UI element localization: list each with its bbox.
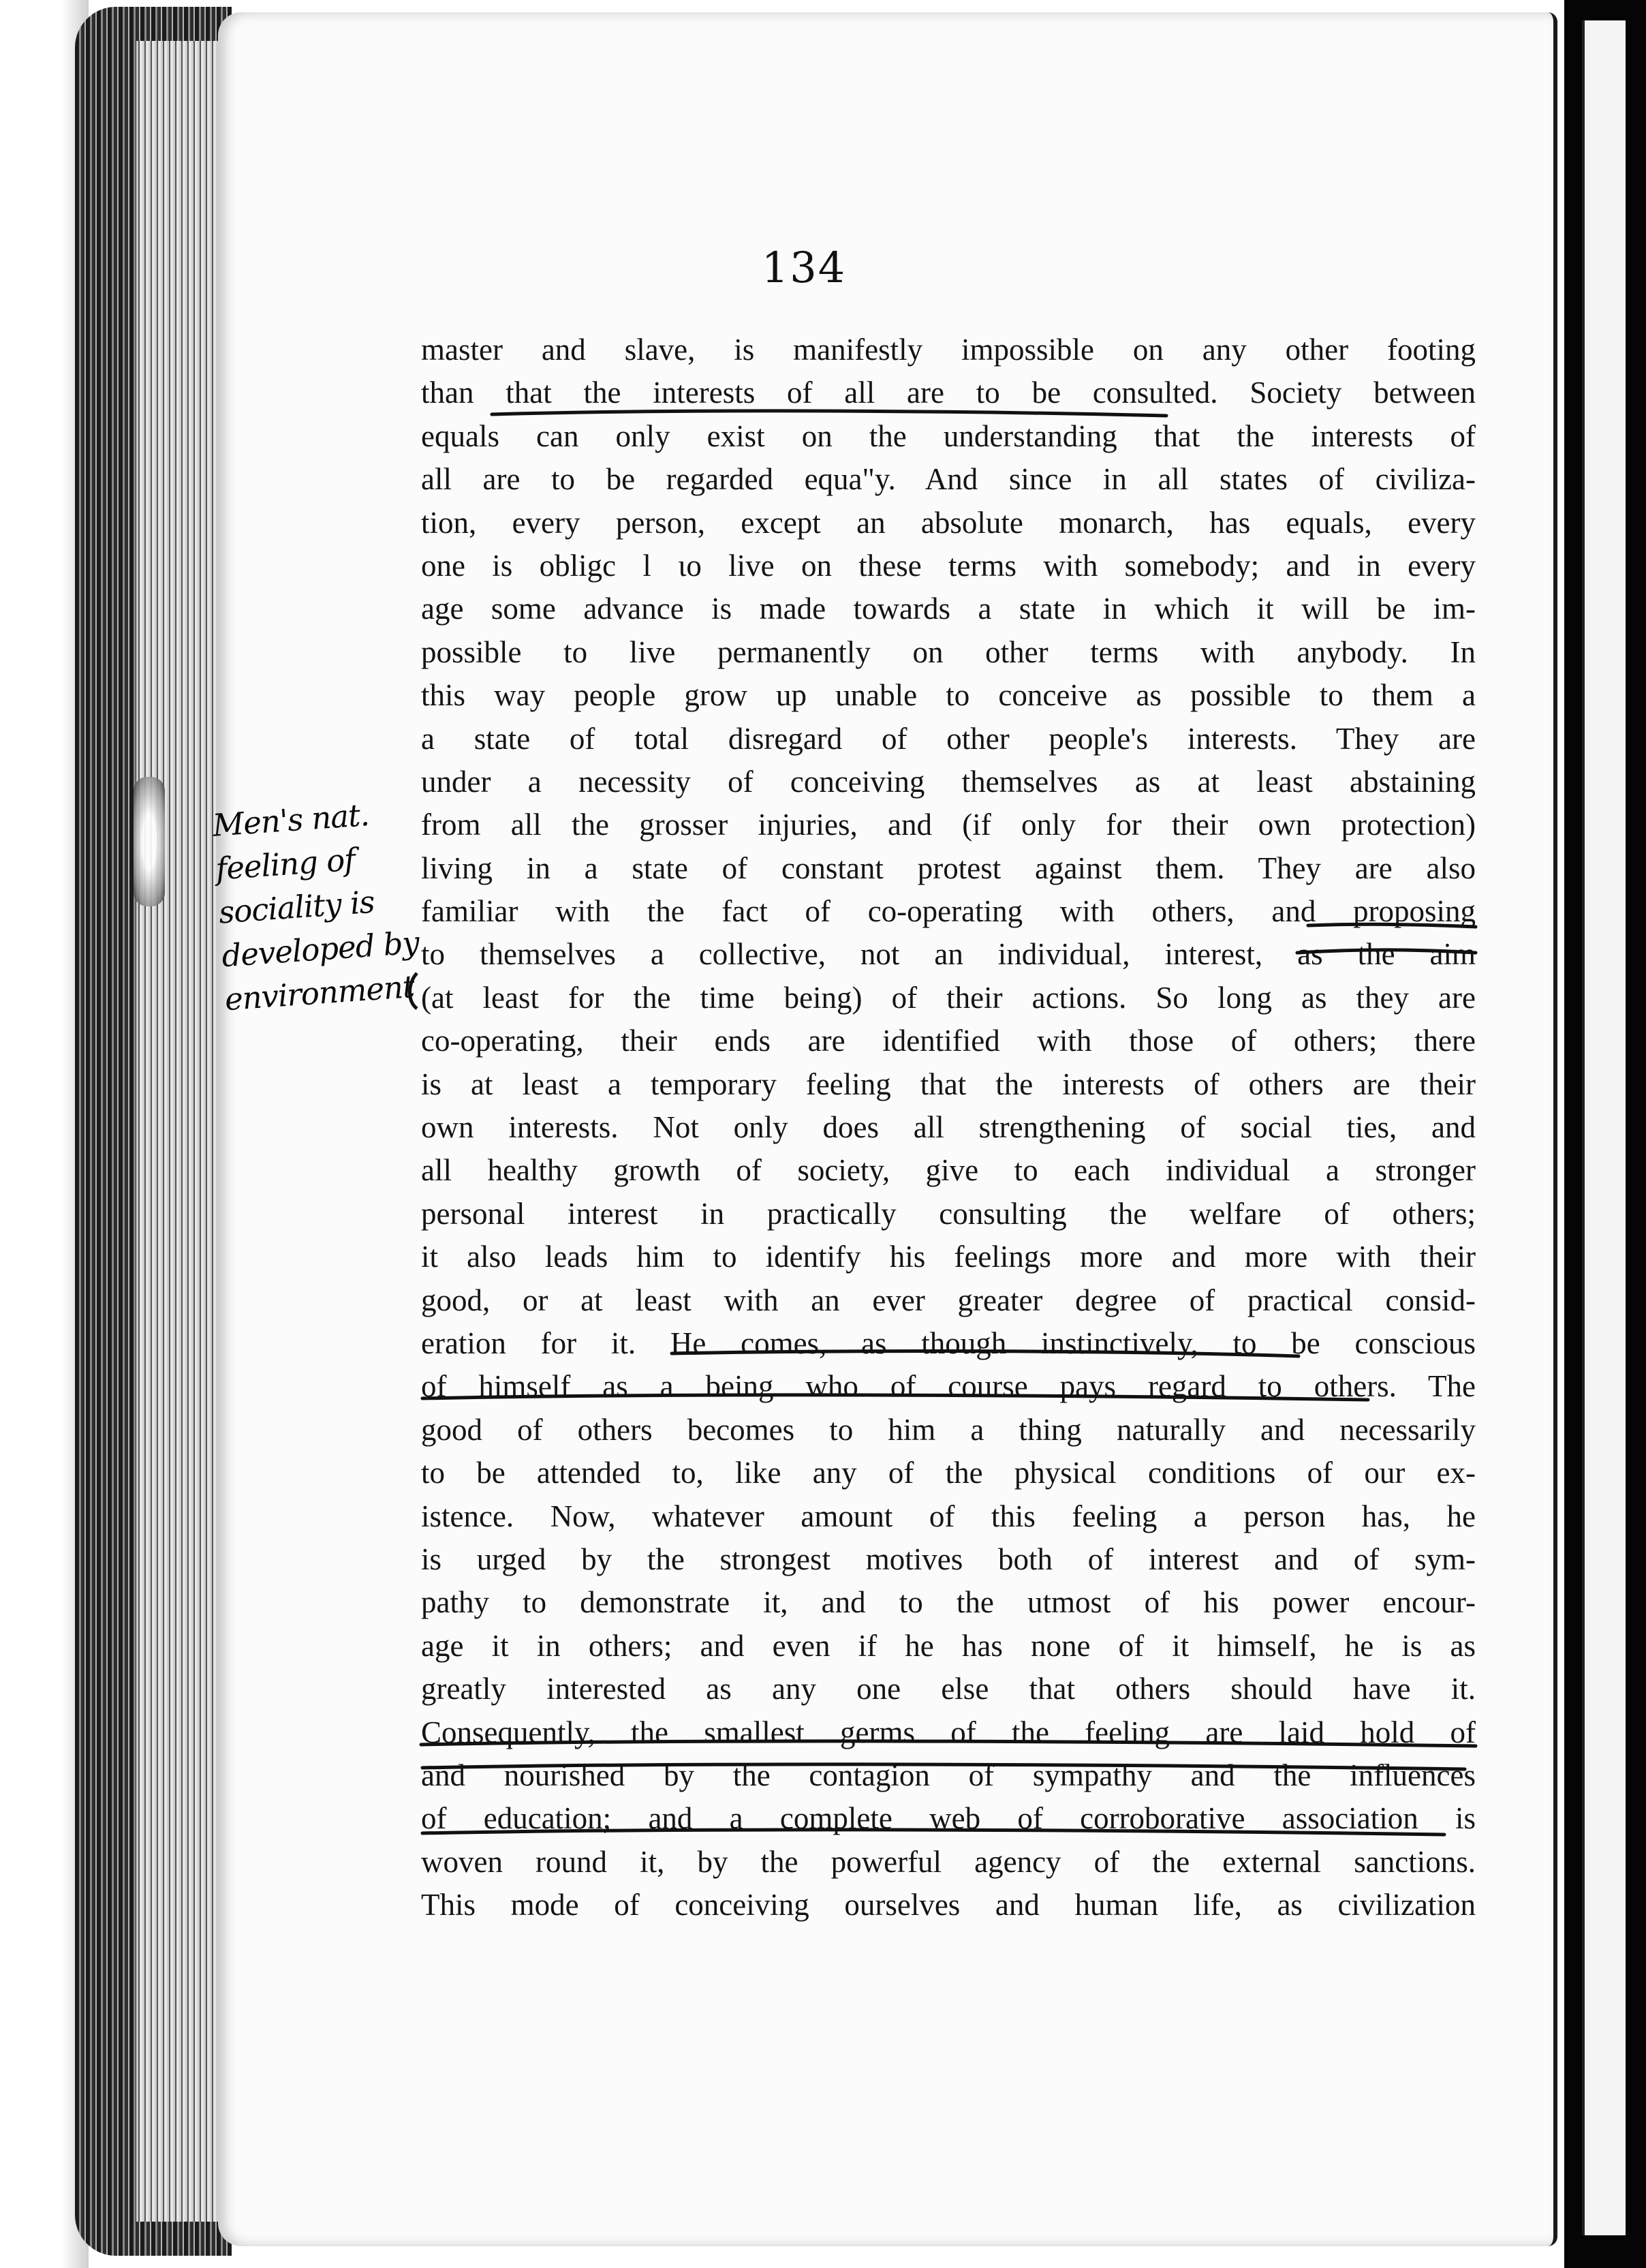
margin-note-line: environment [223, 968, 416, 1018]
text-line: Consequently, the smallest germs of the feeling are laid hold of [421, 1715, 1476, 1749]
text-line: good of others becomes to him a thing naturally and necessarily [421, 1412, 1476, 1447]
text-line: of himself as a being who of course pays regard to others. The [421, 1369, 1476, 1404]
text-line: tion, every person, except an absolute monarch, has equals, every [421, 505, 1476, 540]
text-line: eration for it. He comes, as though instinctively, to be conscious [421, 1325, 1476, 1360]
page-number: 134 [761, 243, 847, 292]
text-line: age some advance is made towards a state in which it will be im- [421, 592, 1476, 626]
text-line: living in a state of constant protest against them. They are also [421, 850, 1476, 885]
body-text [421, 328, 1476, 1927]
facing-page-edge [1582, 20, 1626, 2235]
text-line: master and slave, is manifestly impossible on any other footing [421, 333, 1476, 367]
text-line: from all the grosser injuries, and (if only for their own protection) [421, 808, 1476, 842]
text-line: and nourished by the contagion of sympathy and the influences [421, 1758, 1476, 1792]
margin-smudge [134, 777, 165, 906]
text-line: possible to live permanently on other terms with anybody. In [421, 634, 1476, 669]
text-line: of education; and a complete web of corroborative association is [421, 1801, 1476, 1836]
text-line: personal interest in practically consulting the welfare of others; [421, 1196, 1476, 1231]
text-line: it also leads him to identify his feelings more and more with their [421, 1240, 1476, 1274]
text-line: is at least a temporary feeling that the interests of others are their [421, 1067, 1476, 1101]
text-line: all are to be regarded equa"y. And since in all states of civiliza- [421, 462, 1476, 497]
margin-note-line: feeling of [214, 841, 356, 887]
margin-note-line: sociality is [217, 883, 376, 931]
text-line: under a necessity of conceiving themselves as at least abstaining [421, 764, 1476, 799]
text-line: a state of total disregard of other people's interests. They are [421, 721, 1476, 756]
text-line: age it in others; and even if he has none of it himself, he is as [421, 1628, 1476, 1663]
text-line: own interests. Not only does all strengthening of social ties, and [421, 1110, 1476, 1145]
text-line: This mode of conceiving ourselves and human life, as civilization [421, 1888, 1476, 1922]
text-line: pathy to demonstrate it, and to the utmost of his power encour- [421, 1585, 1476, 1620]
text-line: equals can only exist on the understanding that the interests of [421, 418, 1476, 453]
text-line: to themselves a collective, not an individual, interest, as the aim [421, 937, 1476, 972]
text-line: is urged by the strongest motives both of interest and of sym- [421, 1542, 1476, 1576]
text-line: to be attended to, like any of the physical conditions of our ex- [421, 1456, 1476, 1490]
text-line: (at least for the time being) of their actions. So long as they are [421, 980, 1476, 1015]
text-line: istence. Now, whatever amount of this feeling a person has, he [421, 1499, 1476, 1533]
text-line: than that the interests of all are to be consulted. Society between [421, 376, 1476, 410]
text-line: greatly interested as any one else that others should have it. [421, 1672, 1476, 1706]
page-edges-inner [136, 41, 232, 2222]
text-line: all healthy growth of society, give to each individual a stronger [421, 1153, 1476, 1188]
text-line: co-operating, their ends are identified with those of others; there [421, 1024, 1476, 1058]
text-line: woven round it, by the powerful agency of the external sanctions. [421, 1844, 1476, 1879]
margin-note-line: developed by [220, 924, 420, 975]
text-line: this way people grow up unable to conceive as possible to them a [421, 678, 1476, 713]
text-line: one is obligc l ιo live on these terms with somebody; and in every [421, 548, 1476, 583]
text-line: familiar with the fact of co-operating with others, and proposing [421, 894, 1476, 929]
handwritten-margin-note [211, 788, 451, 1022]
margin-note-line: Men's nat. [211, 796, 371, 844]
text-line: good, or at least with an ever greater degree of practical consid- [421, 1283, 1476, 1317]
